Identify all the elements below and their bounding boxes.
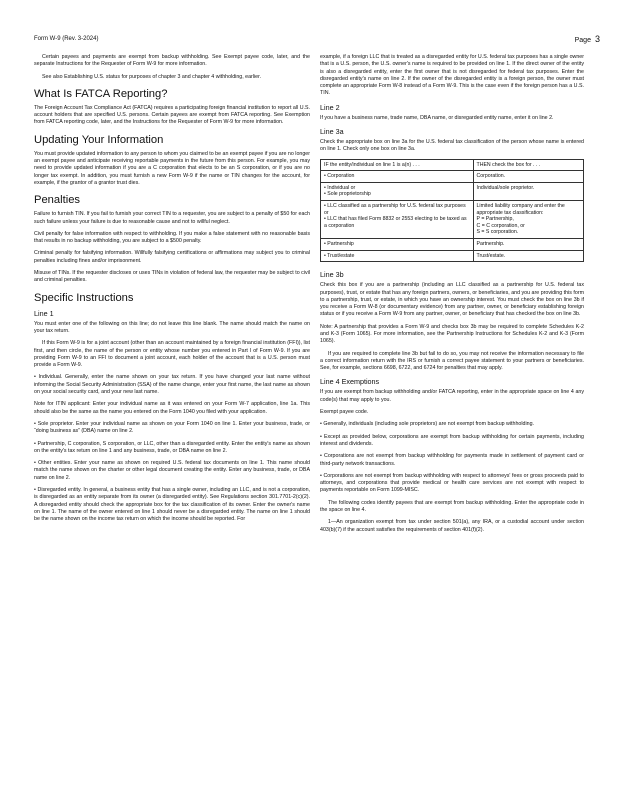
paragraph: Failure to furnish TIN. If you fail to furnish your correct TIN to a requester, you are subject to a penalty of $50 for each such failure unless your failure is due to reasonable cause and not to willful neglect. <box>34 211 310 225</box>
paragraph: Misuse of TINs. If the requester discloses or uses TINs in violation of federal law, the requester may be subject to civil and criminal penalties. <box>34 270 310 284</box>
table-cell: Partnership. <box>473 239 583 251</box>
bullet-paragraph: • Except as provided below, corporations are exempt from backup withholding for certain payments, including interest and dividends. <box>320 433 584 447</box>
bullet-paragraph: Note for ITIN applicant: Enter your individual name as it was entered on your Form W-7 application, line 1a. This should also be the same as the name you entered on the Form 1040 you filed with your application. <box>34 401 310 415</box>
bullet-paragraph: • Individual. Generally, enter the name shown on your tax return. If you have changed your last name without informing the Social Security Administration (SSA) of the name change, enter your first name, the last name as shown on your social security card, and your new last name. <box>34 374 310 396</box>
table-header-cell: IF the entity/individual on line 1 is a(n) . . . <box>321 159 474 171</box>
table-header-row <box>321 159 584 171</box>
paragraph: The following codes identify payees that are exempt from backup withholding. Enter the appropriate code in the space on line 4. <box>320 499 584 514</box>
paragraph: Check this box if you are a partnership (including an LLC classified as a partnership for U.S. federal tax purposes), trust, or estate that has any foreign partners, owners, or beneficiaries, and you are providing this form to a partnership, trust, or estate, in which you have an ownership interest. You must check the box on line 3b if you receive a Form W-8 (or documentary evidence) from any partner, owner, or beneficiary establishing foreign status or if you receive a Form W-9 from any partner, owner, or beneficiary that has checked the box on line 3b. <box>320 282 584 318</box>
subsection-heading: Line 3a <box>320 127 344 137</box>
page-number <box>575 34 600 44</box>
table-cell: • Partnership <box>321 239 474 251</box>
paragraph: You must enter one of the following on this line; do not leave this line blank. The name should match the name on your tax return. <box>34 320 310 334</box>
intro-paragraph: See also Establishing U.S. status for purposes of chapter 3 and chapter 4 withholding, earlier. <box>42 73 262 80</box>
subsection-heading: Line 3b <box>320 270 344 280</box>
paragraph: If this Form W-9 is for a joint account (other than an account maintained by a foreign financial institution (FFI)), list first, and then circle, the name of the person or entity whose number you entered in Part I of Form W-9. If you are providing Form W-9 to an FFI to document a joint account, each holder of the account that is a U.S. person must provide a Form W-9. <box>34 340 310 369</box>
table-cell: Trust/estate. <box>473 250 583 262</box>
note-paragraph: Note: A partnership that provides a Form W-9 and checks box 3b may be required to complete Schedules K-2 and K-3 (Form 1065). For more information, see the Partnership Instructions for Schedules K-2 and K-3 (Form 1065). <box>320 323 584 345</box>
paragraph: If you are required to complete line 3b but fail to do so, you may not receive the information necessary to file a correct information return with the IRS or furnish a correct payee statement to your partners or beneficiaries. See, for example, sections 6698, 6722, and 6724 for penalties that may apply. <box>320 350 584 372</box>
paragraph: Check the appropriate box on line 3a for the U.S. federal tax classification of the person whose name is entered on line 1. Check only one box on line 3a. <box>320 139 584 153</box>
bullet-paragraph: • Corporations are not exempt from backup withholding for payments made in settlement of payment card or third-party network transactions. <box>320 453 584 467</box>
left-column <box>34 54 310 528</box>
bullet-paragraph: • Corporations are not exempt from backup withholding with respect to attorneys' fees or gross proceeds paid to attorneys, and corporations that provide medical or health care services are not exempt with respect to payments reportable on Form 1099-MISC. <box>320 472 584 494</box>
table-cell: • Corporation <box>321 171 474 183</box>
bullet-paragraph: • Disregarded entity. In general, a business entity that has a single owner, including an LLC, and is not a corporation, is disregarded as an entity separate from its owner (a disregarded entity). See Regulations section 301.7701-2(c)(2). A disregarded entity should check the appropriate box for the tax classification of its owner. Enter the owner's name on line 1. The name of the owner entered on line 1 should never be a disregarded entity. The name on line 1 should be the name shown on the income tax return on which the income should be reported. For <box>34 486 310 523</box>
paragraph: Criminal penalty for falsifying information. Willfully falsifying certifications or affirmations may subject you to criminal penalties including fines and/or imprisonment. <box>34 250 310 264</box>
paragraph: The Foreign Account Tax Compliance Act (FATCA) requires a participating foreign financial institution to report all U.S. account holders that are specified U.S. persons. Certain payees are exempt from FATCA reporting. See Exemption from FATCA reporting code, later, and the Instructions for the Requester of Form W-9 for more information. <box>34 104 310 126</box>
paragraph: 1—An organization exempt from tax under section 501(a), any IRA, or a custodial account under section 403(b)(7) if the account satisfies the requirements of section 401(f)(2). <box>320 519 584 533</box>
paragraph: example, if a foreign LLC that is treated as a disregarded entity for U.S. federal tax purposes has a single owner that is a U.S. person, the U.S. owner's name is required to be provided on line 1. If the direct owner of the entity is also a disregarded entity, enter the first owner that is not disregarded for federal tax purposes. Enter the disregarded entity's name on line 2. If the owner of the disregarded entity is a foreign person, the owner must complete an appropriate Form W-8 instead of a Form W-9. This is the case even if the foreign person has a U.S. TIN. <box>320 54 584 97</box>
section-heading: Penalties <box>34 194 81 207</box>
classification-table <box>320 159 584 263</box>
table-row <box>321 171 584 183</box>
table-cell: • Trust/estate <box>321 250 474 262</box>
bullet-paragraph: • Other entities. Enter your name as shown on required U.S. federal tax documents on line 1. This name should match the name shown on the charter or other legal document creating the entity. Enter any business, trade, or DBA name on line 2. <box>34 460 310 481</box>
page-label: Page <box>574 37 591 44</box>
table-row <box>321 182 584 200</box>
form-reference: Form W-9 (Rev. 3-2024) <box>34 36 99 42</box>
paragraph: If you are exempt from backup withholding and/or FATCA reporting, enter in the appropriate space on line 4 any code(s) that may apply to you. <box>320 389 584 403</box>
section-heading: Updating Your Information <box>34 133 164 146</box>
right-column <box>320 54 584 539</box>
table-cell: • LLC classified as a partnership for U.S. federal tax purposes or • LLC that has filed Form 8832 or 2553 electing to be taxed as a corporation <box>321 201 474 239</box>
paragraph: You must provide updated information to any person to whom you claimed to be an exempt payee if you are no longer an exempt payee and anticipate receiving reportable payments in the future from this person. For example, you may need to provide updated information if you are a C corporation that elects to be an S corporation, or if you are no longer tax exempt. In addition, you must furnish a new Form W-9 if the name or TIN changes for the account, for example, if the grantor of a grantor trust dies. <box>34 150 310 186</box>
subsection-heading: Line 1 <box>34 308 54 318</box>
paragraph: Civil penalty for false information with respect to withholding. If you make a false statement with no reasonable basis that results in no backup withholding, you are subject to a $500 penalty. <box>34 230 310 245</box>
page-number-value: 3 <box>594 34 600 44</box>
subsection-heading: Line 4 Exemptions <box>320 377 380 387</box>
bullet-paragraph: • Sole proprietor. Enter your individual name as shown on your Form 1040 on line 1. Enter your business, trade, or “doing business as” (DBA) name on line 2. <box>34 420 310 435</box>
table-cell: Individual/sole proprietor. <box>473 182 583 200</box>
bullet-paragraph: • Generally, individuals (including sole proprietors) are not exempt from backup withholding. <box>320 421 535 428</box>
bullet-paragraph: • Partnership, C corporation, S corporation, or LLC, other than a disregarded entity. Enter the entity's name as shown on the entity's tax return on line 1 and any business, trade, or DBA name on line 2. <box>34 440 310 454</box>
paragraph: If you have a business name, trade name, DBA name, or disregarded entity name, enter it on line 2. <box>320 114 554 121</box>
table-cell: • Individual or • Sole proprietorship <box>321 182 474 200</box>
section-heading: What Is FATCA Reporting? <box>34 87 168 100</box>
section-heading: Specific Instructions <box>34 291 134 304</box>
table-cell: Limited liability company and enter the appropriate tax classification: P = Partnership, C = C corporation, or S = S corporation. <box>473 201 583 239</box>
table-row <box>321 201 584 239</box>
table-header-cell: THEN check the box for . . . <box>473 159 583 171</box>
paragraph: Exempt payee code. <box>320 409 369 416</box>
subsection-heading: Line 2 <box>320 102 340 112</box>
table-row <box>321 250 584 262</box>
table-row <box>321 239 584 251</box>
intro-paragraph: Certain payees and payments are exempt from backup withholding. See Exempt payee code, later, and the separate Instructions for the Requester of Form W-9 for more information. <box>34 54 310 68</box>
table-cell: Corporation. <box>473 171 583 183</box>
